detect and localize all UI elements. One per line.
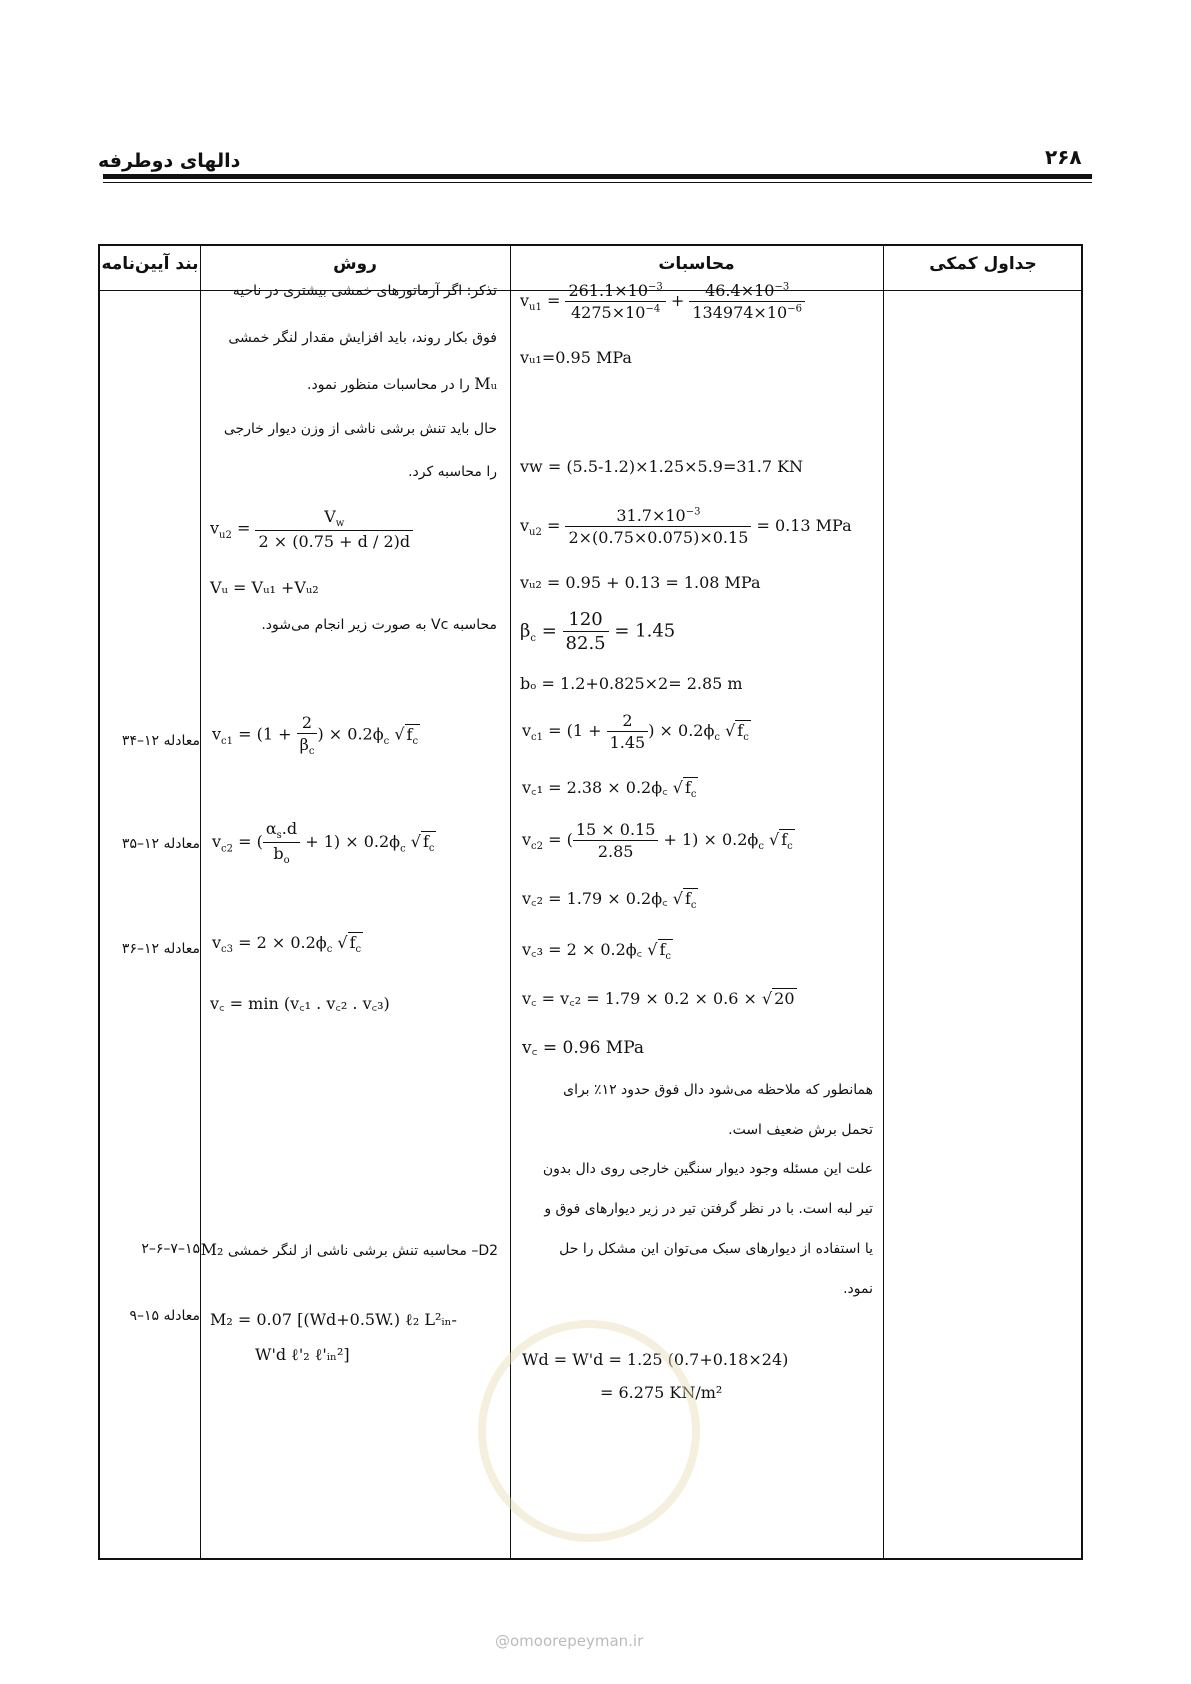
page-number: ۲۶۸ <box>1045 145 1082 169</box>
vc-calc: v꜀ = v꜀₂ = 1.79 × 0.2 × 0.6 × √ 20 <box>522 989 795 1008</box>
vc-intro-text: محاسبه Vc به صورت زیر انجام می‌شود. <box>261 617 497 633</box>
note-line-2: فوق بکار روند، باید افزایش مقدار لنگر خمشی <box>228 330 497 346</box>
beta-calc: $\beta_c$ = $\frac{120}{82.5}$ = 1.45 <box>520 609 676 654</box>
vc-final: v꜀ = 0.96 MPa <box>522 1038 645 1058</box>
vc3-calc-text: v꜀₃ = 2 × 0.2ϕ꜀ <box>522 940 643 959</box>
wd-calc-line-2: = 6.275 KN/m² <box>600 1383 723 1402</box>
conclusion-line-2: تحمل برش ضعیف است. <box>728 1122 873 1138</box>
column-header-calculations: محاسبات <box>658 254 735 274</box>
column-header-tables: جداول کمکی <box>929 254 1037 274</box>
vc1-calc: $v_{c1} = (1$ + $\frac{2}{1.45}$ ) × $0.2\phi_c$ √ $f_c$ <box>522 711 749 752</box>
vc1-formula: $v_{c1} = (1$ + $\frac{2}{\beta_c}$ ) × $0.2\phi_c$ √ $f_c$ <box>212 713 419 758</box>
vu1-result: vᵤ₁=0.95 MPa <box>520 348 632 367</box>
wall-line-2: را محاسبه کرد. <box>408 464 497 480</box>
column-header-method: روش <box>333 254 377 274</box>
vc3-formula: $v_{c3} = 2 \times 0.2\phi_c$ √ $f_c$ <box>212 933 362 956</box>
code-ref-eq-15-9: معادله ۱۵–۹ <box>129 1308 200 1324</box>
conclusion-line-1: همانطور که ملاحظه می‌شود دال فوق حدود ۱۲٪ برای <box>563 1082 873 1098</box>
note-line-1: تذکر: اگر آرماتورهای خمشی بیشتری در ناحیه <box>232 283 497 299</box>
header-rule-thin <box>103 182 1092 183</box>
d2-heading <box>200 1240 498 1259</box>
code-ref-eq-12-36: معادله ۱۲–۳۶ <box>121 941 200 957</box>
vc-min-formula: v꜀ = min (v꜀₁ . v꜀₂ . v꜀₃) <box>210 994 390 1013</box>
reason-line-1: علت این مسئله وجود دیوار سنگین خارجی روی دال بدون <box>542 1161 873 1177</box>
watermark-url: @omoorepeyman.ir <box>495 1632 644 1650</box>
m2-symbol: M₂ <box>200 1240 224 1259</box>
vc2-result-text: v꜀₂ = 1.79 × 0.2ϕ꜀ <box>522 889 668 908</box>
m2-formula-line-1: M₂ = 0.07 [(Wd+0.5W.) ℓ₂ L²ᵢₙ- <box>210 1310 457 1329</box>
column-divider <box>883 246 884 1558</box>
bo-calc: bₒ = 1.2+0.825×2= 2.85 m <box>520 674 743 693</box>
code-ref-eq-12-34: معادله ۱۲–۳۴ <box>121 733 200 749</box>
vu2-result: = 0.13 MPa <box>756 516 852 535</box>
d2-heading-text: D2– محاسبه تنش برشی ناشی از لنگر خمشی <box>227 1243 498 1259</box>
vu1-formula: $v_{u1}$ = $\frac{261.1\times 10^{-3}}{4275\times 10^{-4}}$ + $\frac{46.4\times 10^{-3}}{134974\times 10^{-6}}$ <box>520 281 805 322</box>
mu-symbol: Mᵤ <box>474 374 497 393</box>
chapter-title: دالهای دوطرفه <box>98 150 241 172</box>
wd-calc-line-1: Wd = W'd = 1.25 (0.7+0.18×24) <box>522 1350 789 1369</box>
vu-sum-formula: Vᵤ = Vᵤ₁ +Vᵤ₂ <box>210 578 319 597</box>
watermark-seal <box>478 1320 700 1542</box>
m2-formula-line-2: W'd ℓ'₂ ℓ'ᵢₙ²] <box>255 1345 350 1364</box>
column-divider <box>200 246 201 1558</box>
vc3-calc: v꜀₃ = 2 × 0.2ϕ꜀ √ $f_c$ <box>522 940 672 963</box>
reason-line-4: نمود. <box>843 1281 873 1297</box>
note-line-3-text: را در محاسبات منظور نمود. <box>307 377 470 393</box>
vc1-result-text: v꜀₁ = 2.38 × 0.2ϕ꜀ <box>522 778 668 797</box>
vu2-formula: $v_{u2}$ = $\frac{V_w}{2 \times (0.75 + d / 2)d}$ <box>210 507 413 551</box>
vu2-calc: $v_{u2}$ = $\frac{31.7\times 10^{-3}}{2\times(0.75\times 0.075)\times 0.15}$ = 0.13 MPa <box>520 506 852 547</box>
code-ref-15-7-6-2: ۱۵–۷–۶–۲ <box>141 1241 200 1257</box>
vw-calc: vw = (5.5-1.2)×1.25×5.9=31.7 KN <box>520 457 804 476</box>
vc-calc-text: v꜀ = v꜀₂ = 1.79 × 0.2 × 0.6 × <box>522 989 757 1008</box>
reason-line-2: تیر لبه است. با در نظر گرفتن تیر در زیر دیوارهای فوق و <box>544 1201 873 1217</box>
vc2-formula: $v_{c2}$ = ( $\frac{\alpha_s.d}{b_o}$ + $1) \times 0.2\phi_c$ √ $f_c$ <box>212 819 435 867</box>
vc2-result: v꜀₂ = 1.79 × 0.2ϕ꜀ √ $f_c$ <box>522 889 697 912</box>
beta-result: = 1.45 <box>614 620 676 642</box>
code-ref-eq-12-35: معادله ۱۲–۳۵ <box>121 836 200 852</box>
column-header-code: بند آیین‌نامه <box>101 254 199 274</box>
vc2-calc: $v_{c2}$ = ( $\frac{15 \times 0.15}{2.85}$ + $1) \times 0.2\phi_c$ √ $f_c$ <box>522 820 793 861</box>
vu2-total: vᵤ₂ = 0.95 + 0.13 = 1.08 MPa <box>520 573 761 592</box>
header-rule-thick <box>103 174 1092 179</box>
reason-line-3: یا استفاده از دیوارهای سبک می‌توان این مشکل را حل <box>559 1241 873 1257</box>
wall-line-1: حال باید تنش برشی ناشی از وزن دیوار خارجی <box>223 421 497 437</box>
note-line-3 <box>205 374 497 393</box>
vc1-result: v꜀₁ = 2.38 × 0.2ϕ꜀ √ $f_c$ <box>522 778 697 801</box>
